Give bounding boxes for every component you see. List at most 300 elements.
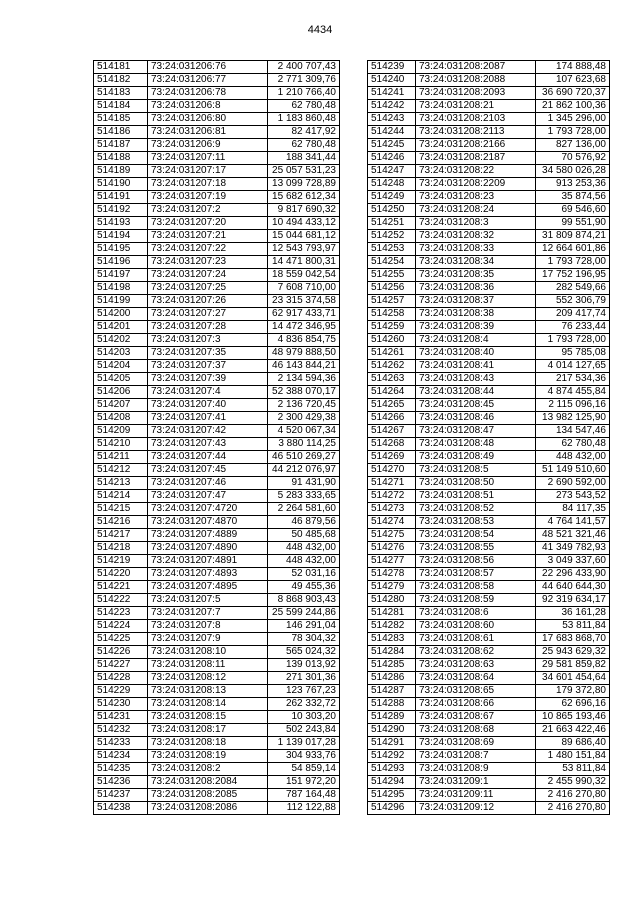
record-number-cell: 514263 bbox=[368, 373, 416, 386]
cadastral-number-cell: 73:24:031208:39 bbox=[416, 321, 536, 334]
value-cell: 112 122,88 bbox=[268, 802, 340, 815]
cadastral-number-cell: 73:24:031207:18 bbox=[148, 178, 268, 191]
value-cell: 25 943 629,32 bbox=[536, 646, 610, 659]
record-number-cell: 514212 bbox=[94, 464, 148, 477]
cadastral-number-cell: 73:24:031208:64 bbox=[416, 672, 536, 685]
value-cell: 84 117,35 bbox=[536, 503, 610, 516]
cadastral-number-cell: 73:24:031207:47 bbox=[148, 490, 268, 503]
table-row bbox=[368, 633, 610, 646]
value-cell: 217 534,36 bbox=[536, 373, 610, 386]
table-row bbox=[94, 737, 340, 750]
cadastral-number-cell: 73:24:031208:63 bbox=[416, 659, 536, 672]
value-cell: 92 319 634,17 bbox=[536, 594, 610, 607]
value-cell: 552 306,79 bbox=[536, 295, 610, 308]
value-cell: 2 771 309,76 bbox=[268, 74, 340, 87]
table-row bbox=[368, 438, 610, 451]
record-number-cell: 514248 bbox=[368, 178, 416, 191]
cadastral-number-cell: 73:24:031208:2093 bbox=[416, 87, 536, 100]
record-number-cell: 514288 bbox=[368, 698, 416, 711]
value-cell: 1 793 728,00 bbox=[536, 334, 610, 347]
table-row bbox=[94, 503, 340, 516]
cadastral-number-cell: 73:24:031206:76 bbox=[148, 61, 268, 74]
record-number-cell: 514281 bbox=[368, 607, 416, 620]
cadastral-number-cell: 73:24:031208:60 bbox=[416, 620, 536, 633]
value-cell: 53 811,84 bbox=[536, 763, 610, 776]
record-number-cell: 514204 bbox=[94, 360, 148, 373]
cadastral-number-cell: 73:24:031209:11 bbox=[416, 789, 536, 802]
cadastral-number-cell: 73:24:031207:19 bbox=[148, 191, 268, 204]
value-cell: 91 431,90 bbox=[268, 477, 340, 490]
cadastral-number-cell: 73:24:031207:45 bbox=[148, 464, 268, 477]
value-cell: 53 811,84 bbox=[536, 620, 610, 633]
record-number-cell: 514213 bbox=[94, 477, 148, 490]
table-row bbox=[368, 412, 610, 425]
cadastral-number-cell: 73:24:031208:40 bbox=[416, 347, 536, 360]
table-row bbox=[94, 802, 340, 815]
value-cell: 13 982 125,90 bbox=[536, 412, 610, 425]
record-number-cell: 514232 bbox=[94, 724, 148, 737]
record-number-cell: 514196 bbox=[94, 256, 148, 269]
value-cell: 4 874 455,84 bbox=[536, 386, 610, 399]
cadastral-number-cell: 73:24:031208:34 bbox=[416, 256, 536, 269]
record-number-cell: 514211 bbox=[94, 451, 148, 464]
value-cell: 21 663 422,46 bbox=[536, 724, 610, 737]
record-number-cell: 514244 bbox=[368, 126, 416, 139]
value-cell: 10 865 193,46 bbox=[536, 711, 610, 724]
table-row bbox=[368, 789, 610, 802]
record-number-cell: 514231 bbox=[94, 711, 148, 724]
cadastral-number-cell: 73:24:031208:21 bbox=[416, 100, 536, 113]
table-row bbox=[94, 451, 340, 464]
record-number-cell: 514251 bbox=[368, 217, 416, 230]
value-cell: 913 253,36 bbox=[536, 178, 610, 191]
cadastral-number-cell: 73:24:031206:78 bbox=[148, 87, 268, 100]
record-number-cell: 514296 bbox=[368, 802, 416, 815]
value-cell: 448 432,00 bbox=[536, 451, 610, 464]
value-cell: 123 767,23 bbox=[268, 685, 340, 698]
table-row bbox=[94, 178, 340, 191]
value-cell: 282 549,66 bbox=[536, 282, 610, 295]
value-cell: 7 608 710,00 bbox=[268, 282, 340, 295]
table-row bbox=[94, 282, 340, 295]
cadastral-number-cell: 73:24:031208:66 bbox=[416, 698, 536, 711]
record-number-cell: 514247 bbox=[368, 165, 416, 178]
table-row bbox=[94, 464, 340, 477]
value-cell: 48 521 321,46 bbox=[536, 529, 610, 542]
value-cell: 46 879,56 bbox=[268, 516, 340, 529]
table-row bbox=[368, 191, 610, 204]
table-row bbox=[368, 334, 610, 347]
value-cell: 54 859,14 bbox=[268, 763, 340, 776]
cadastral-number-cell: 73:24:031208:2113 bbox=[416, 126, 536, 139]
record-number-cell: 514195 bbox=[94, 243, 148, 256]
cadastral-number-cell: 73:24:031207:11 bbox=[148, 152, 268, 165]
cadastral-number-cell: 73:24:031208:49 bbox=[416, 451, 536, 464]
value-cell: 1 345 296,00 bbox=[536, 113, 610, 126]
table-row bbox=[94, 152, 340, 165]
cadastral-number-cell: 73:24:031208:2166 bbox=[416, 139, 536, 152]
cadastral-number-cell: 73:24:031208:48 bbox=[416, 438, 536, 451]
value-cell: 14 472 346,95 bbox=[268, 321, 340, 334]
record-number-cell: 514193 bbox=[94, 217, 148, 230]
record-number-cell: 514185 bbox=[94, 113, 148, 126]
cadastral-number-cell: 73:24:031208:69 bbox=[416, 737, 536, 750]
record-number-cell: 514265 bbox=[368, 399, 416, 412]
table-row bbox=[368, 607, 610, 620]
cadastral-number-cell: 73:24:031207:3 bbox=[148, 334, 268, 347]
record-number-cell: 514273 bbox=[368, 503, 416, 516]
value-cell: 2 416 270,80 bbox=[536, 789, 610, 802]
table-row bbox=[368, 724, 610, 737]
cadastral-number-cell: 73:24:031208:10 bbox=[148, 646, 268, 659]
value-cell: 36 161,28 bbox=[536, 607, 610, 620]
value-cell: 1 480 151,84 bbox=[536, 750, 610, 763]
value-cell: 48 979 888,50 bbox=[268, 347, 340, 360]
record-number-cell: 514220 bbox=[94, 568, 148, 581]
table-row bbox=[94, 191, 340, 204]
cadastral-number-cell: 73:24:031208:68 bbox=[416, 724, 536, 737]
record-number-cell: 514186 bbox=[94, 126, 148, 139]
value-cell: 4 764 141,57 bbox=[536, 516, 610, 529]
cadastral-number-cell: 73:24:031207:25 bbox=[148, 282, 268, 295]
table-row bbox=[368, 451, 610, 464]
value-cell: 29 581 859,82 bbox=[536, 659, 610, 672]
table-row bbox=[94, 529, 340, 542]
record-number-cell: 514208 bbox=[94, 412, 148, 425]
table-row bbox=[94, 386, 340, 399]
value-cell: 188 341,44 bbox=[268, 152, 340, 165]
cadastral-number-cell: 73:24:031208:32 bbox=[416, 230, 536, 243]
value-cell: 44 640 644,30 bbox=[536, 581, 610, 594]
record-number-cell: 514289 bbox=[368, 711, 416, 724]
value-cell: 1 183 860,48 bbox=[268, 113, 340, 126]
value-cell: 134 547,46 bbox=[536, 425, 610, 438]
value-cell: 448 432,00 bbox=[268, 542, 340, 555]
table-row bbox=[94, 438, 340, 451]
table-row bbox=[368, 61, 610, 74]
record-number-cell: 514237 bbox=[94, 789, 148, 802]
cadastral-number-cell: 73:24:031207:4 bbox=[148, 386, 268, 399]
value-cell: 565 024,32 bbox=[268, 646, 340, 659]
cadastral-number-cell: 73:24:031207:40 bbox=[148, 399, 268, 412]
table-row bbox=[94, 347, 340, 360]
cadastral-number-cell: 73:24:031208:2086 bbox=[148, 802, 268, 815]
table-row bbox=[368, 581, 610, 594]
record-number-cell: 514280 bbox=[368, 594, 416, 607]
cadastral-number-cell: 73:24:031208:7 bbox=[416, 750, 536, 763]
record-number-cell: 514293 bbox=[368, 763, 416, 776]
record-number-cell: 514202 bbox=[94, 334, 148, 347]
table-row bbox=[368, 256, 610, 269]
cadastral-number-cell: 73:24:031208:43 bbox=[416, 373, 536, 386]
record-number-cell: 514266 bbox=[368, 412, 416, 425]
cadastral-number-cell: 73:24:031207:26 bbox=[148, 295, 268, 308]
value-cell: 35 874,56 bbox=[536, 191, 610, 204]
cadastral-number-cell: 73:24:031207:9 bbox=[148, 633, 268, 646]
table-row bbox=[368, 152, 610, 165]
record-number-cell: 514210 bbox=[94, 438, 148, 451]
record-number-cell: 514215 bbox=[94, 503, 148, 516]
cadastral-number-cell: 73:24:031208:53 bbox=[416, 516, 536, 529]
cadastral-number-cell: 73:24:031208:2103 bbox=[416, 113, 536, 126]
table-row bbox=[94, 412, 340, 425]
cadastral-number-cell: 73:24:031206:77 bbox=[148, 74, 268, 87]
value-cell: 31 809 874,21 bbox=[536, 230, 610, 243]
table-row bbox=[94, 724, 340, 737]
cadastral-number-cell: 73:24:031208:38 bbox=[416, 308, 536, 321]
value-cell: 12 664 601,86 bbox=[536, 243, 610, 256]
cadastral-number-cell: 73:24:031207:8 bbox=[148, 620, 268, 633]
value-cell: 174 888,48 bbox=[536, 61, 610, 74]
value-cell: 25 599 244,86 bbox=[268, 607, 340, 620]
table-row bbox=[94, 308, 340, 321]
value-cell: 50 485,68 bbox=[268, 529, 340, 542]
table-row bbox=[94, 750, 340, 763]
table-row bbox=[94, 646, 340, 659]
table-row bbox=[94, 373, 340, 386]
record-number-cell: 514194 bbox=[94, 230, 148, 243]
cadastral-number-cell: 73:24:031208:2 bbox=[148, 763, 268, 776]
cadastral-number-cell: 73:24:031208:5 bbox=[416, 464, 536, 477]
record-number-cell: 514235 bbox=[94, 763, 148, 776]
value-cell: 62 696,16 bbox=[536, 698, 610, 711]
record-number-cell: 514268 bbox=[368, 438, 416, 451]
record-number-cell: 514295 bbox=[368, 789, 416, 802]
table-row bbox=[368, 503, 610, 516]
table-row bbox=[368, 477, 610, 490]
cadastral-number-cell: 73:24:031208:55 bbox=[416, 542, 536, 555]
record-number-cell: 514272 bbox=[368, 490, 416, 503]
record-number-cell: 514252 bbox=[368, 230, 416, 243]
value-cell: 1 210 766,40 bbox=[268, 87, 340, 100]
value-cell: 17 683 868,70 bbox=[536, 633, 610, 646]
value-cell: 1 793 728,00 bbox=[536, 126, 610, 139]
table-row bbox=[368, 87, 610, 100]
record-number-cell: 514223 bbox=[94, 607, 148, 620]
cadastral-number-cell: 73:24:031208:50 bbox=[416, 477, 536, 490]
value-cell: 14 471 800,31 bbox=[268, 256, 340, 269]
record-number-cell: 514260 bbox=[368, 334, 416, 347]
table-row bbox=[94, 568, 340, 581]
value-cell: 18 559 042,54 bbox=[268, 269, 340, 282]
cadastral-number-cell: 73:24:031208:4 bbox=[416, 334, 536, 347]
cadastral-number-cell: 73:24:031206:9 bbox=[148, 139, 268, 152]
cadastral-number-cell: 73:24:031208:51 bbox=[416, 490, 536, 503]
value-cell: 76 233,44 bbox=[536, 321, 610, 334]
record-number-cell: 514238 bbox=[94, 802, 148, 815]
record-number-cell: 514245 bbox=[368, 139, 416, 152]
cadastral-number-cell: 73:24:031206:81 bbox=[148, 126, 268, 139]
cadastral-number-cell: 73:24:031208:23 bbox=[416, 191, 536, 204]
cadastral-number-cell: 73:24:031208:47 bbox=[416, 425, 536, 438]
cadastral-number-cell: 73:24:031208:15 bbox=[148, 711, 268, 724]
record-number-cell: 514277 bbox=[368, 555, 416, 568]
value-cell: 4 014 127,65 bbox=[536, 360, 610, 373]
cadastral-number-cell: 73:24:031208:41 bbox=[416, 360, 536, 373]
value-cell: 62 917 433,71 bbox=[268, 308, 340, 321]
record-number-cell: 514264 bbox=[368, 386, 416, 399]
table-row bbox=[368, 100, 610, 113]
cadastral-number-cell: 73:24:031208:24 bbox=[416, 204, 536, 217]
cadastral-number-cell: 73:24:031208:45 bbox=[416, 399, 536, 412]
record-number-cell: 514279 bbox=[368, 581, 416, 594]
value-cell: 2 416 270,80 bbox=[536, 802, 610, 815]
cadastral-number-cell: 73:24:031208:2088 bbox=[416, 74, 536, 87]
record-number-cell: 514226 bbox=[94, 646, 148, 659]
record-number-cell: 514254 bbox=[368, 256, 416, 269]
table-row bbox=[94, 360, 340, 373]
right-register-table bbox=[367, 60, 610, 815]
table-row bbox=[94, 139, 340, 152]
record-number-cell: 514216 bbox=[94, 516, 148, 529]
table-row bbox=[94, 698, 340, 711]
cadastral-number-cell: 73:24:031207:22 bbox=[148, 243, 268, 256]
record-number-cell: 514225 bbox=[94, 633, 148, 646]
cadastral-number-cell: 73:24:031208:13 bbox=[148, 685, 268, 698]
table-row bbox=[94, 321, 340, 334]
table-row bbox=[368, 321, 610, 334]
table-row bbox=[368, 672, 610, 685]
value-cell: 78 304,32 bbox=[268, 633, 340, 646]
record-number-cell: 514182 bbox=[94, 74, 148, 87]
cadastral-number-cell: 73:24:031209:12 bbox=[416, 802, 536, 815]
cadastral-number-cell: 73:24:031208:11 bbox=[148, 659, 268, 672]
value-cell: 179 372,80 bbox=[536, 685, 610, 698]
table-row bbox=[94, 763, 340, 776]
record-number-cell: 514246 bbox=[368, 152, 416, 165]
table-row bbox=[368, 464, 610, 477]
table-row bbox=[368, 529, 610, 542]
cadastral-number-cell: 73:24:031207:4720 bbox=[148, 503, 268, 516]
table-row bbox=[368, 555, 610, 568]
table-row bbox=[368, 776, 610, 789]
cadastral-number-cell: 73:24:031208:2187 bbox=[416, 152, 536, 165]
value-cell: 2 690 592,00 bbox=[536, 477, 610, 490]
value-cell: 1 139 017,28 bbox=[268, 737, 340, 750]
record-number-cell: 514217 bbox=[94, 529, 148, 542]
table-row bbox=[368, 698, 610, 711]
table-row bbox=[368, 659, 610, 672]
cadastral-number-cell: 73:24:031208:12 bbox=[148, 672, 268, 685]
table-row bbox=[94, 685, 340, 698]
table-row bbox=[368, 646, 610, 659]
table-row bbox=[368, 74, 610, 87]
record-number-cell: 514207 bbox=[94, 399, 148, 412]
record-number-cell: 514267 bbox=[368, 425, 416, 438]
cadastral-number-cell: 73:24:031208:54 bbox=[416, 529, 536, 542]
cadastral-number-cell: 73:24:031207:17 bbox=[148, 165, 268, 178]
cadastral-number-cell: 73:24:031208:19 bbox=[148, 750, 268, 763]
table-row bbox=[94, 165, 340, 178]
value-cell: 139 013,92 bbox=[268, 659, 340, 672]
record-number-cell: 514192 bbox=[94, 204, 148, 217]
table-row bbox=[94, 620, 340, 633]
table-row bbox=[94, 126, 340, 139]
record-number-cell: 514203 bbox=[94, 347, 148, 360]
table-row bbox=[94, 100, 340, 113]
table-row bbox=[94, 659, 340, 672]
table-row bbox=[94, 477, 340, 490]
value-cell: 151 972,20 bbox=[268, 776, 340, 789]
table-row bbox=[368, 269, 610, 282]
table-row bbox=[94, 217, 340, 230]
record-number-cell: 514292 bbox=[368, 750, 416, 763]
record-number-cell: 514227 bbox=[94, 659, 148, 672]
table-row bbox=[368, 750, 610, 763]
value-cell: 23 315 374,58 bbox=[268, 295, 340, 308]
cadastral-number-cell: 73:24:031207:4890 bbox=[148, 542, 268, 555]
value-cell: 2 300 429,38 bbox=[268, 412, 340, 425]
cadastral-number-cell: 73:24:031208:62 bbox=[416, 646, 536, 659]
table-row bbox=[368, 282, 610, 295]
table-row bbox=[94, 633, 340, 646]
record-number-cell: 514275 bbox=[368, 529, 416, 542]
record-number-cell: 514206 bbox=[94, 386, 148, 399]
record-number-cell: 514274 bbox=[368, 516, 416, 529]
table-row bbox=[94, 542, 340, 555]
value-cell: 10 303,20 bbox=[268, 711, 340, 724]
cadastral-number-cell: 73:24:031208:56 bbox=[416, 555, 536, 568]
record-number-cell: 514234 bbox=[94, 750, 148, 763]
record-number-cell: 514285 bbox=[368, 659, 416, 672]
cadastral-number-cell: 73:24:031207:4889 bbox=[148, 529, 268, 542]
value-cell: 41 349 782,93 bbox=[536, 542, 610, 555]
table-row bbox=[368, 230, 610, 243]
cadastral-number-cell: 73:24:031207:37 bbox=[148, 360, 268, 373]
record-number-cell: 514209 bbox=[94, 425, 148, 438]
cadastral-number-cell: 73:24:031207:5 bbox=[148, 594, 268, 607]
record-number-cell: 514197 bbox=[94, 269, 148, 282]
value-cell: 52 388 070,17 bbox=[268, 386, 340, 399]
table-row bbox=[368, 165, 610, 178]
value-cell: 4 836 854,75 bbox=[268, 334, 340, 347]
value-cell: 82 417,92 bbox=[268, 126, 340, 139]
cadastral-number-cell: 73:24:031208:2084 bbox=[148, 776, 268, 789]
record-number-cell: 514184 bbox=[94, 100, 148, 113]
cadastral-number-cell: 73:24:031207:24 bbox=[148, 269, 268, 282]
value-cell: 304 933,76 bbox=[268, 750, 340, 763]
value-cell: 21 862 100,36 bbox=[536, 100, 610, 113]
cadastral-number-cell: 73:24:031208:36 bbox=[416, 282, 536, 295]
value-cell: 9 817 690,32 bbox=[268, 204, 340, 217]
value-cell: 13 099 728,89 bbox=[268, 178, 340, 191]
cadastral-number-cell: 73:24:031208:33 bbox=[416, 243, 536, 256]
table-row bbox=[368, 386, 610, 399]
value-cell: 17 752 196,95 bbox=[536, 269, 610, 282]
cadastral-number-cell: 73:24:031207:35 bbox=[148, 347, 268, 360]
value-cell: 2 136 720,45 bbox=[268, 399, 340, 412]
table-row bbox=[368, 594, 610, 607]
record-number-cell: 514239 bbox=[368, 61, 416, 74]
record-number-cell: 514286 bbox=[368, 672, 416, 685]
cadastral-number-cell: 73:24:031207:43 bbox=[148, 438, 268, 451]
cadastral-number-cell: 73:24:031207:4891 bbox=[148, 555, 268, 568]
record-number-cell: 514189 bbox=[94, 165, 148, 178]
record-number-cell: 514205 bbox=[94, 373, 148, 386]
cadastral-number-cell: 73:24:031208:37 bbox=[416, 295, 536, 308]
value-cell: 2 455 990,32 bbox=[536, 776, 610, 789]
table-row bbox=[368, 802, 610, 815]
cadastral-number-cell: 73:24:031208:46 bbox=[416, 412, 536, 425]
record-number-cell: 514233 bbox=[94, 737, 148, 750]
value-cell: 89 686,40 bbox=[536, 737, 610, 750]
table-row bbox=[94, 516, 340, 529]
value-cell: 271 301,36 bbox=[268, 672, 340, 685]
value-cell: 99 551,90 bbox=[536, 217, 610, 230]
record-number-cell: 514229 bbox=[94, 685, 148, 698]
table-row bbox=[368, 685, 610, 698]
record-number-cell: 514278 bbox=[368, 568, 416, 581]
